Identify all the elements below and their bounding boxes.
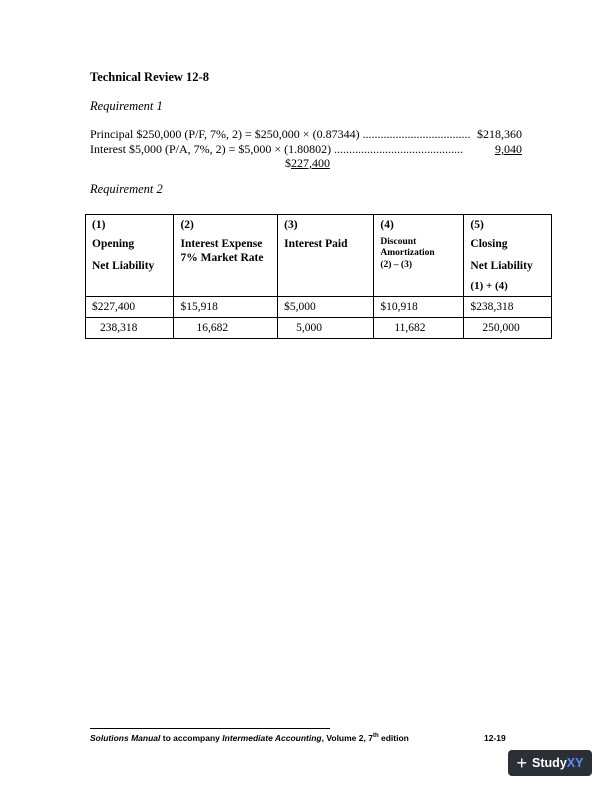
table-row xyxy=(86,296,552,317)
footer-text: Solutions Manual xyxy=(90,733,161,743)
footer-text: , Volume 2, 7 xyxy=(321,733,373,743)
col-interest-paid-header xyxy=(278,215,374,297)
col-interest-expense-header xyxy=(174,215,278,297)
col-title: Closing xyxy=(470,238,508,250)
col-number: (2) xyxy=(180,219,194,231)
col-subtitle: Net Liability xyxy=(92,260,155,273)
total-prefix: $ xyxy=(285,156,291,170)
table-cell: 238,318 xyxy=(86,317,174,338)
table-cell: $15,918 xyxy=(174,296,278,317)
page-title: Technical Review 12-8 xyxy=(90,70,209,84)
table-header-row xyxy=(86,215,552,297)
plus-icon: + xyxy=(516,753,528,773)
page-number: 12-19 xyxy=(484,733,506,743)
interest-line xyxy=(90,142,522,157)
table-cell: 16,682 xyxy=(174,317,278,338)
col-title: Opening xyxy=(92,238,135,250)
interest-amount: 9,040 xyxy=(495,142,522,156)
table-cell: 11,682 xyxy=(374,317,464,338)
requirement-1-heading: Requirement 1 xyxy=(90,99,163,113)
table-cell: $238,318 xyxy=(464,296,552,317)
requirement-2-heading: Requirement 2 xyxy=(90,182,163,196)
col-title: Interest Paid xyxy=(284,238,348,250)
principal-amount: $218,360 xyxy=(477,127,522,141)
principal-line xyxy=(90,127,522,142)
brand-name-part: XY xyxy=(566,756,584,770)
col-closing-header xyxy=(464,215,552,297)
total-amount: 227,400 xyxy=(291,156,330,170)
col-subtitle: Net Liability xyxy=(470,260,533,273)
col-number: (3) xyxy=(284,219,298,231)
col-formula: (2) – (3) xyxy=(380,259,413,270)
studyxy-logo[interactable] xyxy=(508,750,592,776)
interest-label: Interest $5,000 (P/A, 7%, 2) = $5,000 × (1.80802) ........................................... xyxy=(90,142,464,156)
col-formula: (1) + (4) xyxy=(470,279,508,292)
footer-citation xyxy=(90,733,409,743)
col-number: (5) xyxy=(470,219,484,231)
brand-name xyxy=(532,756,583,770)
table-row xyxy=(86,317,552,338)
table-cell: 250,000 xyxy=(464,317,552,338)
table-cell: $10,918 xyxy=(374,296,464,317)
table-cell: $227,400 xyxy=(86,296,174,317)
footer-divider xyxy=(90,728,330,729)
col-number: (4) xyxy=(380,219,394,231)
col-title: Interest Expense 7% Market Rate xyxy=(180,238,264,265)
col-number: (1) xyxy=(92,219,106,231)
footer-text: edition xyxy=(378,733,409,743)
table-cell: 5,000 xyxy=(278,317,374,338)
amortization-table xyxy=(85,214,552,339)
footer-text: Intermediate Accounting xyxy=(222,733,322,743)
footer-text: th xyxy=(372,733,379,740)
col-discount-amortization-header xyxy=(374,215,464,297)
present-value-total xyxy=(285,156,330,171)
brand-name-part: Study xyxy=(532,756,567,770)
col-opening-header xyxy=(86,215,174,297)
col-title: Discount Amortization xyxy=(380,237,435,259)
footer-text: to accompany xyxy=(160,733,223,743)
table-cell: $5,000 xyxy=(278,296,374,317)
principal-label: Principal $250,000 (P/F, 7%, 2) = $250,000 × (0.87344) .................................... xyxy=(90,127,471,141)
